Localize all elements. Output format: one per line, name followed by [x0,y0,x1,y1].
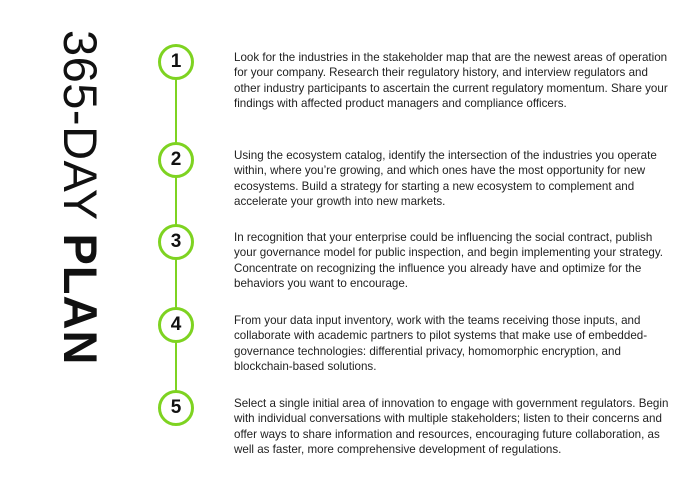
page-title-light: 365-DAY [54,30,107,220]
step-4-text: From your data input inventory, work with the teams receiving those inputs, and collaborate with academic partners to pilot systems that make use of embedded-governance technologies: differential privacy, homomorphic encryption, and blockchain-based solutions. [234,314,648,374]
step-3-number: 3 [158,224,194,260]
step-1-text: Look for the industries in the stakeholder map that are the newest areas of operation for your company. Research their regulatory history, and interview regulators and other industry participants to ascertain the current regulatory momentum. Share your findings with affected product managers and compliance officers. [234,51,668,111]
step-2-number: 2 [158,142,194,178]
step-1-number: 1 [158,44,194,80]
page-title [48,30,112,390]
step-4-number: 4 [158,307,194,343]
step-2-text: Using the ecosystem catalog, identify the intersection of the industries you operate within, where you’re growing, and which ones have the most opportunity for new ecosystems. Build a strategy for starting a new ecosystem to complement and accelerate your growth into new markets. [234,149,657,209]
step-5-number: 5 [158,390,194,426]
step-5-text: Select a single initial area of innovation to engage with government regulators. Begin with individual conversations with multiple stakeholders; listen to their concerns and offer ways to share information and resources, encouraging future collaboration, as well as faster, more comprehensive development of regulations. [234,397,669,457]
step-3-text: In recognition that your enterprise could be influencing the social contract, publish your governance model for public inspection, and begin implementing your strategy. Concentrate on recognizing the influence you already have and optimize for the behaviors you want to encourage. [234,231,663,291]
page-title-bold: PLAN [54,233,107,366]
